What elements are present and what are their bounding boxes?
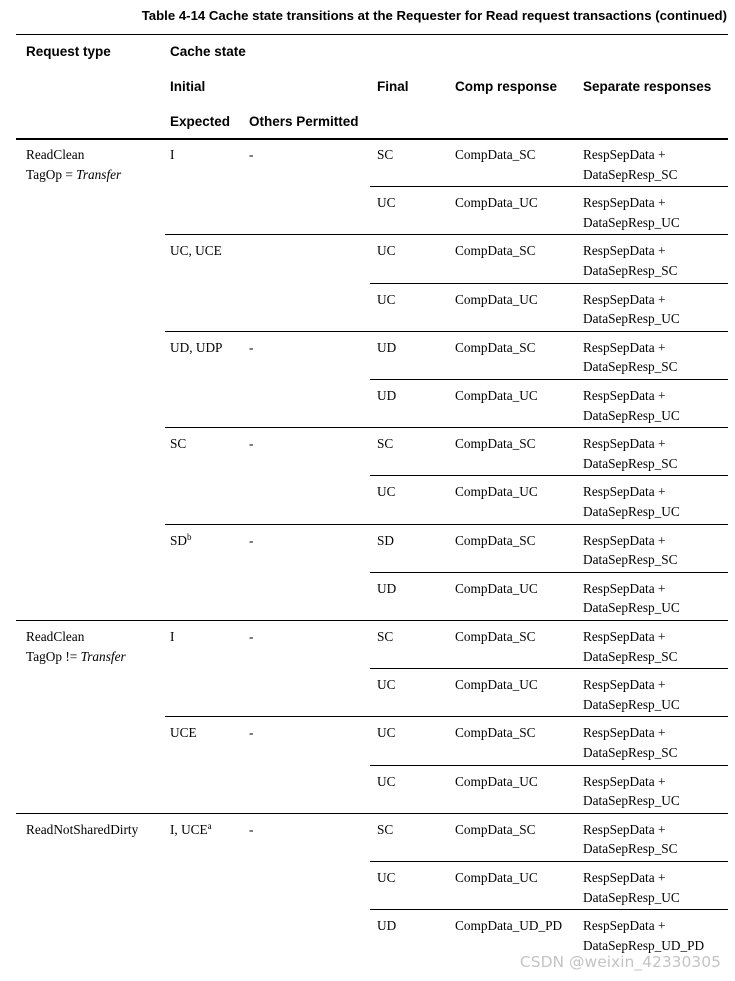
comp-response: CompData_UC bbox=[455, 677, 538, 693]
header-top-rule bbox=[16, 34, 728, 35]
initial-expected bbox=[170, 434, 186, 454]
initial-expected bbox=[170, 627, 174, 647]
comp-response: CompData_SC bbox=[455, 243, 536, 259]
final-state: UC bbox=[377, 725, 396, 741]
initial-expected-text: UC, UCE bbox=[170, 243, 222, 259]
separate-response-line1: RespSepData + bbox=[583, 291, 666, 307]
separate-response-line1: RespSepData + bbox=[583, 243, 666, 259]
row-divider bbox=[165, 716, 728, 717]
separate-response-line2: DataSepResp_SC bbox=[583, 455, 678, 471]
separate-response-line1: RespSepData + bbox=[583, 870, 666, 885]
footnote-marker: a bbox=[207, 820, 212, 831]
comp-response: CompData_UC bbox=[455, 773, 538, 789]
footnote-marker: b bbox=[187, 531, 192, 542]
separate-response-line1: RespSepData + bbox=[583, 339, 666, 355]
comp-response: CompData_UC bbox=[455, 870, 538, 885]
separate-response-line2: DataSepResp_SC bbox=[583, 648, 678, 664]
separate-response-line2: DataSepResp_UC bbox=[583, 503, 680, 519]
final-state: UC bbox=[377, 677, 396, 693]
row-divider bbox=[370, 379, 728, 380]
comp-response: CompData_UC bbox=[455, 388, 538, 403]
header-initial: Initial bbox=[170, 79, 206, 94]
final-state: UC bbox=[377, 195, 396, 211]
separate-response-line2: DataSepResp_UC bbox=[583, 889, 680, 905]
separate-response-line2: DataSepResp_SC bbox=[583, 744, 678, 760]
separate-response-line1: RespSepData + bbox=[583, 436, 666, 452]
row-divider bbox=[370, 283, 728, 284]
row-divider bbox=[370, 765, 728, 766]
comp-response: CompData_SC bbox=[455, 339, 536, 355]
final-state: SC bbox=[377, 436, 394, 452]
tagop-value: Transfer bbox=[80, 648, 126, 664]
initial-expected-text: I bbox=[170, 147, 175, 162]
request-type-tagop bbox=[26, 165, 121, 185]
separate-response-line2: DataSepResp_UC bbox=[583, 214, 680, 230]
final-state: UD bbox=[377, 339, 397, 355]
row-divider bbox=[165, 234, 728, 235]
header-request-type: Request type bbox=[26, 44, 111, 59]
separate-response-line2: DataSepResp_SC bbox=[583, 359, 678, 375]
row-divider bbox=[370, 861, 728, 862]
initial-expected bbox=[170, 820, 212, 840]
comp-response: CompData_SC bbox=[455, 725, 536, 741]
request-type-name: ReadNotSharedDirty bbox=[26, 821, 139, 837]
initial-others-permitted: - bbox=[249, 532, 254, 548]
initial-expected bbox=[170, 338, 222, 358]
initial-others-permitted: - bbox=[249, 436, 254, 452]
separate-response-line1: RespSepData + bbox=[583, 195, 666, 211]
final-state: UD bbox=[377, 580, 397, 596]
separate-response-line1: RespSepData + bbox=[583, 773, 666, 789]
header-final: Final bbox=[377, 79, 409, 94]
initial-expected bbox=[170, 531, 192, 551]
final-state: UD bbox=[377, 388, 397, 403]
final-state: SD bbox=[377, 532, 394, 548]
header-others-permitted: Others Permitted bbox=[249, 114, 359, 129]
initial-others-permitted: - bbox=[249, 821, 254, 837]
initial-expected-text: SC bbox=[170, 436, 187, 452]
row-divider bbox=[370, 909, 728, 910]
separate-response-line2: DataSepResp_UC bbox=[583, 793, 680, 809]
tagop-value: Transfer bbox=[76, 166, 122, 182]
final-state: UC bbox=[377, 870, 396, 885]
separate-response-line1: RespSepData + bbox=[583, 677, 666, 693]
comp-response: CompData_UC bbox=[455, 291, 538, 307]
final-state: UC bbox=[377, 773, 396, 789]
separate-response-line1: RespSepData + bbox=[583, 388, 666, 403]
initial-expected-text: UD, UDP bbox=[170, 339, 223, 355]
initial-expected bbox=[170, 241, 222, 261]
watermark: CSDN @weixin_42330305 bbox=[519, 953, 721, 971]
row-divider bbox=[16, 620, 728, 621]
comp-response: CompData_SC bbox=[455, 436, 536, 452]
final-state: SC bbox=[377, 147, 394, 162]
initial-others-permitted: - bbox=[249, 725, 254, 741]
final-state: SC bbox=[377, 821, 394, 837]
tagop-prefix: TagOp = bbox=[26, 166, 77, 182]
header-cache-state: Cache state bbox=[170, 44, 246, 59]
separate-response-line2: DataSepResp_UC bbox=[583, 696, 680, 712]
separate-response-line1: RespSepData + bbox=[583, 725, 666, 741]
separate-response-line1: RespSepData + bbox=[583, 629, 666, 644]
final-state: UC bbox=[377, 291, 396, 307]
separate-response-line1: RespSepData + bbox=[583, 532, 666, 548]
separate-response-line2: DataSepResp_SC bbox=[583, 552, 678, 568]
header-comp-response: Comp response bbox=[455, 79, 558, 94]
initial-expected-text: UCE bbox=[170, 725, 197, 741]
separate-response-line1: RespSepData + bbox=[583, 821, 666, 837]
comp-response: CompData_SC bbox=[455, 532, 536, 548]
separate-response-line2: DataSepResp_SC bbox=[583, 166, 678, 182]
header-bottom-rule bbox=[16, 138, 728, 140]
initial-expected-text: I bbox=[170, 629, 175, 644]
request-type-name: ReadClean bbox=[26, 147, 85, 162]
table-caption: Table 4-14 Cache state transitions at the Requester for Read request transactions (continued) bbox=[141, 8, 727, 23]
comp-response: CompData_SC bbox=[455, 147, 536, 162]
comp-response: CompData_UC bbox=[455, 484, 538, 500]
header-expected: Expected bbox=[170, 114, 231, 129]
separate-response-line2: DataSepResp_SC bbox=[583, 262, 678, 278]
initial-others-permitted: - bbox=[249, 147, 254, 162]
separate-response-line2: DataSepResp_UC bbox=[583, 311, 680, 327]
comp-response: CompData_UC bbox=[455, 580, 538, 596]
row-divider bbox=[16, 813, 728, 814]
request-type-name: ReadClean bbox=[26, 629, 85, 644]
final-state: UC bbox=[377, 484, 396, 500]
separate-response-line2: DataSepResp_UD_PD bbox=[583, 937, 705, 953]
comp-response: CompData_SC bbox=[455, 629, 536, 644]
initial-others-permitted: - bbox=[249, 339, 254, 355]
initial-expected bbox=[170, 723, 197, 743]
separate-response-line1: RespSepData + bbox=[583, 484, 666, 500]
row-divider bbox=[370, 572, 728, 573]
row-divider bbox=[165, 524, 728, 525]
row-divider bbox=[370, 475, 728, 476]
row-divider bbox=[165, 427, 728, 428]
header-separate-responses: Separate responses bbox=[583, 79, 712, 94]
separate-response-line1: RespSepData + bbox=[583, 580, 666, 596]
initial-expected-text: I, UCE bbox=[170, 821, 208, 837]
row-divider bbox=[165, 331, 728, 332]
row-divider bbox=[370, 186, 728, 187]
row-divider bbox=[370, 668, 728, 669]
final-state: SC bbox=[377, 629, 394, 644]
comp-response: CompData_UD_PD bbox=[455, 918, 563, 934]
comp-response: CompData_SC bbox=[455, 821, 536, 837]
tagop-prefix: TagOp != bbox=[26, 648, 81, 664]
separate-response-line1: RespSepData + bbox=[583, 918, 666, 934]
final-state: UD bbox=[377, 918, 397, 934]
initial-others-permitted: - bbox=[249, 629, 254, 644]
initial-expected-text: SD bbox=[170, 532, 187, 548]
request-type-tagop bbox=[26, 647, 126, 667]
initial-expected bbox=[170, 145, 174, 165]
separate-response-line1: RespSepData + bbox=[583, 147, 666, 162]
comp-response: CompData_UC bbox=[455, 195, 538, 211]
final-state: UC bbox=[377, 243, 396, 259]
separate-response-line2: DataSepResp_SC bbox=[583, 841, 678, 857]
separate-response-line2: DataSepResp_UC bbox=[583, 600, 680, 616]
separate-response-line2: DataSepResp_UC bbox=[583, 407, 680, 423]
